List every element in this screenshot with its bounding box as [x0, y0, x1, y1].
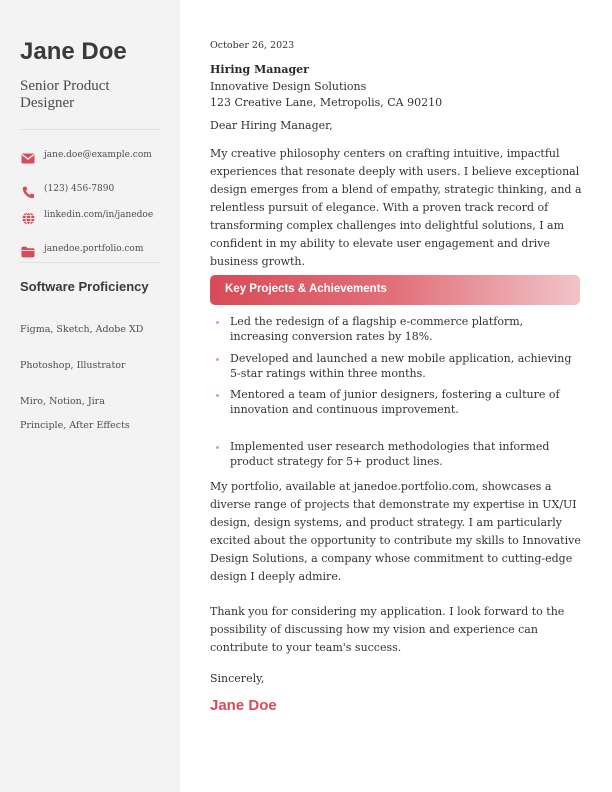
achievements-heading: Key Projects & Achievements	[225, 283, 387, 295]
contact-linkedin[interactable]	[20, 210, 160, 225]
contact-email[interactable]	[20, 150, 160, 165]
letter-date: October 26, 2023	[210, 40, 295, 51]
divider	[20, 262, 160, 263]
thanks-paragraph: Thank you for considering my application. I look forward to the possibility of discussing how my vision and experience can contribute to your team's success.	[210, 605, 565, 654]
email-text: jane.doe@example.com	[44, 150, 152, 160]
divider	[20, 129, 160, 130]
skill-item: Photoshop, Illustrator	[20, 360, 126, 371]
closing: Sincerely,	[210, 672, 265, 685]
intro-paragraph: My creative philosophy centers on crafting intuitive, impactful experiences that resonate deeply with users. I believe exceptional design emerges from a blend of empathy, strategic thinking, and a relentless pursuit of elegance. With a proven track record of transforming complex challenges into delightful solutions, I am confident in my ability to elevate user engagement and drive business growth.	[210, 147, 582, 268]
job-title: Senior Product Designer	[20, 78, 110, 111]
skills-heading: Software Proficiency	[20, 279, 149, 294]
portfolio-text: janedoe.portfolio.com	[44, 244, 144, 254]
salutation: Dear Hiring Manager,	[210, 119, 333, 132]
candidate-name: Jane Doe	[20, 38, 127, 65]
recipient-name: Hiring Manager	[210, 63, 309, 76]
achievement-item: Mentored a team of junior designers, fostering a culture of innovation and continuous improvement.	[230, 388, 580, 417]
sidebar	[0, 0, 180, 792]
phone-icon	[20, 185, 36, 199]
envelope-icon	[20, 151, 36, 165]
recipient-company: Innovative Design Solutions	[210, 79, 367, 93]
globe-icon	[20, 211, 36, 225]
skill-item: Figma, Sketch, Adobe XD	[20, 324, 144, 335]
achievement-item: Implemented user research methodologies that informed product strategy for 5+ product lines.	[230, 440, 580, 469]
phone-text: (123) 456-7890	[44, 184, 115, 194]
contact-portfolio[interactable]	[20, 244, 160, 259]
achievements-banner	[210, 275, 580, 305]
folder-icon	[20, 245, 36, 259]
achievement-item: Developed and launched a new mobile application, achieving 5-star ratings within three months.	[230, 352, 580, 381]
recipient-address: 123 Creative Lane, Metropolis, CA 90210	[210, 96, 443, 109]
skill-item: Principle, After Effects	[20, 420, 130, 431]
recipient-block	[210, 62, 580, 112]
portfolio-paragraph: My portfolio, available at janedoe.portfolio.com, showcases a diverse range of projects that demonstrate my expertise in UX/UI design, design systems, and product strategy. I am particularly excited about the opportunity to contribute my skills to Innovative Design Solutions, a company whose commitment to cutting-edge design I deeply admire.	[210, 480, 581, 583]
skill-item: Miro, Notion, Jira	[20, 396, 105, 407]
linkedin-text: linkedin.com/in/janedoe	[44, 210, 154, 220]
achievement-item: Led the redesign of a flagship e-commerce platform, increasing conversion rates by 18%.	[230, 315, 580, 344]
signature: Jane Doe	[210, 697, 277, 714]
contact-phone[interactable]	[20, 184, 160, 199]
